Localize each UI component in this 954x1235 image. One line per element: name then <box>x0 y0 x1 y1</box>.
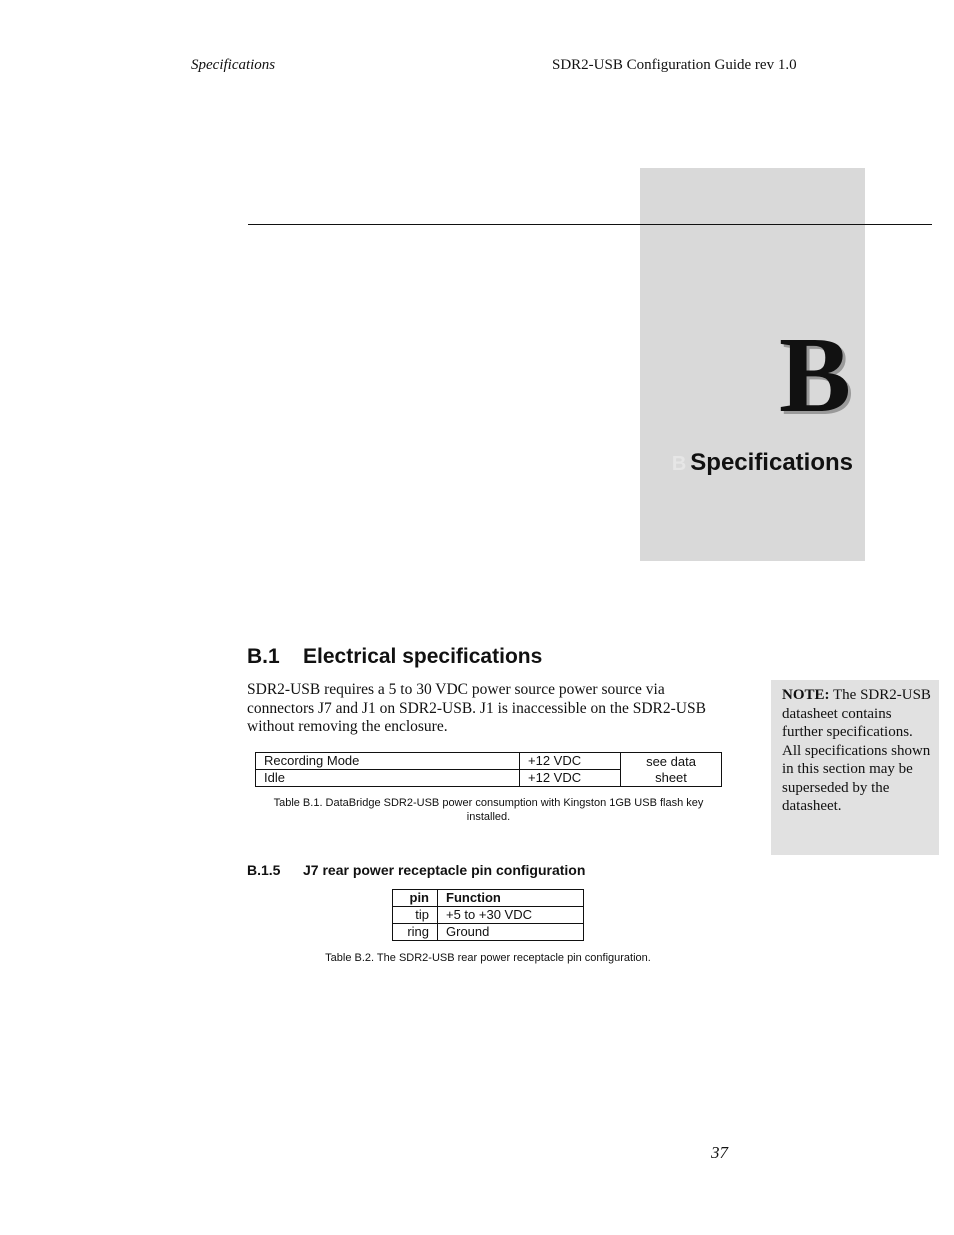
table-cell-pin: tip <box>393 907 438 924</box>
table2-caption: Table B.2. The SDR2-USB rear power receptacle pin configuration. <box>325 952 651 964</box>
table-cell-see-datasheet: see data sheet <box>621 753 722 787</box>
table-cell-pin: ring <box>393 924 438 941</box>
chapter-letter: B <box>778 316 851 435</box>
subsection-number: B.1.5 <box>247 862 281 878</box>
table-cell-mode: Idle <box>256 770 520 787</box>
running-header-section: Specifications <box>191 57 276 73</box>
chapter-title-text: Specifications <box>690 449 853 476</box>
column-header-pin: pin <box>393 890 438 907</box>
page-number: 37 <box>711 1143 728 1162</box>
table-row <box>393 907 584 924</box>
subsection-title: J7 rear power receptacle pin configuration <box>303 862 586 878</box>
power-consumption-table <box>255 752 722 787</box>
pin-configuration-table <box>392 889 584 941</box>
section-heading-b1 <box>247 645 542 669</box>
column-header-function: Function <box>438 890 584 907</box>
running-header-title: SDR2-USB Configuration Guide rev 1.0 <box>552 57 797 73</box>
table-cell-mode: Recording Mode <box>256 753 520 770</box>
section-body: SDR2-USB requires a 5 to 30 VDC power source power source via connectors J7 and J1 on SDR2-USB. J1 is inaccessible on the SDR2-USB without removing the enclosure. <box>247 681 706 735</box>
table1-caption: Table B.1. DataBridge SDR2-USB power consumption with Kingston 1GB USB flash key installed. <box>273 797 704 823</box>
table-row <box>393 924 584 941</box>
chapter-ghost-letter: B <box>671 453 687 475</box>
note-box <box>771 680 939 855</box>
table-cell-function: +5 to +30 VDC <box>438 907 584 924</box>
note-label: NOTE: <box>782 687 830 703</box>
table-header-row <box>393 890 584 907</box>
table-cell-function: Ground <box>438 924 584 941</box>
chapter-title <box>672 449 853 477</box>
table-cell-voltage: +12 VDC <box>520 770 621 787</box>
table-cell-voltage: +12 VDC <box>520 753 621 770</box>
section-heading-b15 <box>247 862 585 878</box>
section-number: B.1 <box>247 645 280 668</box>
table-row <box>256 753 722 770</box>
note-body: The SDR2-USB datasheet contains further specifications. All specifications shown in this section may be superseded by the datasheet. <box>782 687 931 814</box>
section-title: Electrical specifications <box>303 645 543 668</box>
note-text <box>782 686 932 816</box>
horizontal-rule <box>248 224 932 225</box>
